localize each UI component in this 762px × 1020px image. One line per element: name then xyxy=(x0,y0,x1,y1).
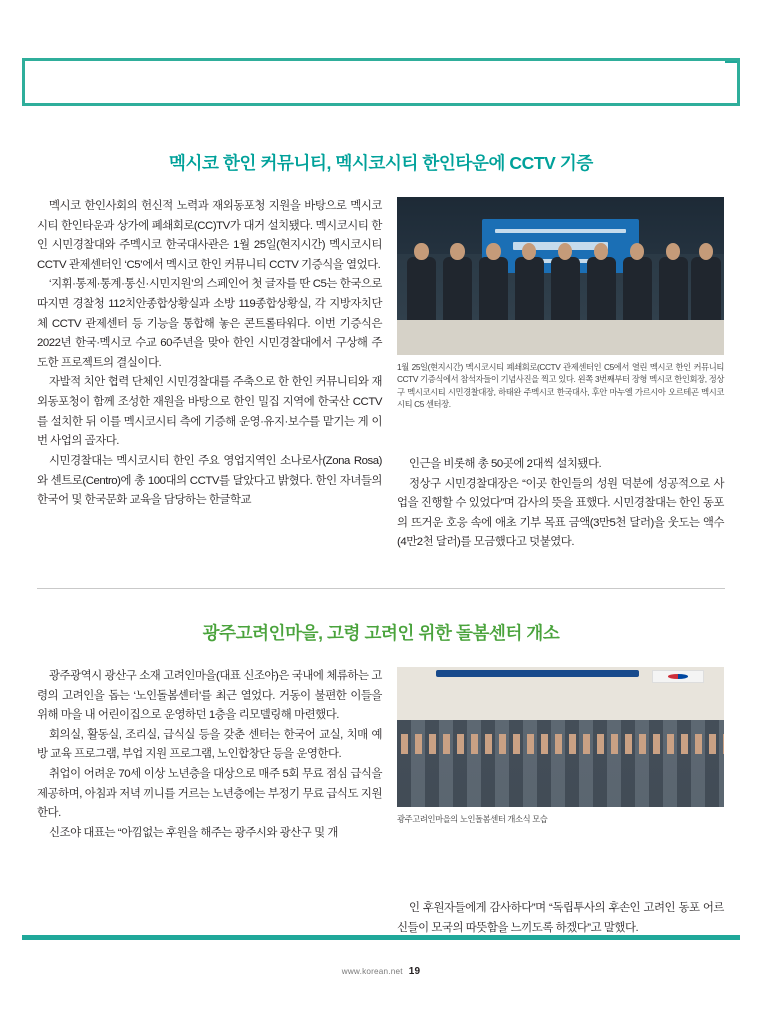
paragraph: 시민경찰대는 멕시코시티 한인 주요 영업지역인 소나로사(Zona Rosa)와 센트로(Centro)에 총 100대의 CCTV를 달았다고 밝혔다. 한인 자녀들의 한국어 및 한국문화 교육을 담당하는 한글학교 xyxy=(37,454,382,507)
article-divider xyxy=(37,588,725,589)
footer-site-url: www.korean.net xyxy=(341,967,403,976)
goryeoin-care-center-photo xyxy=(397,667,724,807)
article-goryeoin xyxy=(22,620,740,957)
paragraph: 광주광역시 광산구 소재 고려인마을(대표 신조야)은 국내에 체류하는 고령의 고려인을 돕는 ‘노인돌봄센터’를 최근 열었다. 거동이 불편한 이들을 위해 마을 내 어린이집으로 운영하던 1층을 리모델링해 마련했다. xyxy=(37,670,382,722)
person-figure xyxy=(479,257,508,320)
article-goryeoin-columns xyxy=(22,667,740,957)
ceremony-table xyxy=(397,320,724,355)
top-band-inner-fill xyxy=(25,61,725,103)
page-footer xyxy=(0,966,762,977)
person-figure xyxy=(443,257,472,320)
korean-flag-icon xyxy=(652,670,704,684)
person-figure xyxy=(551,257,580,320)
group-photo-crowd xyxy=(397,720,724,807)
top-decorative-band xyxy=(22,58,740,106)
article-goryeoin-right-column xyxy=(397,667,724,825)
paragraph: ‘지휘·통제·통계·통신·시민지원’의 스페인어 첫 글자를 딴 C5는 한국으로 따지면 경찰청 112치안종합상황실과 소방 119종합상황실, 각 지방자치단체 CCTV 관제센터 등 기능을 통합해 놓은 콘트롤타워다. 이번 기증식은 2022년 한국·멕시코 수교 60주년을 맞아 한인 시민경찰대에서 구상해 주도한 프로젝트의 결실이다. xyxy=(37,278,382,369)
article-cctv xyxy=(22,150,740,627)
banner-text-line xyxy=(495,229,627,233)
article-cctv-right-body xyxy=(397,455,724,553)
article-cctv-right-column xyxy=(397,197,724,411)
article-goryeoin-title: 광주고려인마을, 고령 고려인 위한 돌봄센터 개소 xyxy=(202,623,560,643)
paragraph: 자발적 치안 협력 단체인 시민경찰대를 주축으로 한 한인 커뮤니티와 재외동포청이 함께 조성한 재원을 바탕으로 한인 밀집 지역에 한국산 CCTV를 설치한 뒤 이를 멕시코시티 측에 기증해 운영·유지·보수를 맡기는 게 이번 사업의 골자다. xyxy=(37,376,382,448)
article-goryeoin-left-column xyxy=(37,667,382,843)
paragraph: 회의실, 활동실, 조리실, 급식실 등을 갖춘 센터는 한국어 교실, 치매 예방 교육 프로그램, 부업 지원 프로그램, 노인합창단 등을 운영한다. xyxy=(37,728,382,761)
person-figure xyxy=(515,257,544,320)
bottom-accent-rule xyxy=(22,935,740,940)
opening-ceremony-banner xyxy=(436,670,639,677)
person-figure xyxy=(659,257,688,320)
paragraph: 멕시코 한인사회의 헌신적 노력과 재외동포청 지원을 바탕으로 멕시코시티 한인타운과 상가에 폐쇄회로(CC)TV가 대거 설치됐다. 멕시코시티 한인 시민경찰대와 주멕시코 한국대사관은 1월 25일(현지시간) 멕시코시티 CCTV 관제센터인 ‘C5’에서 멕시코 한인 커뮤니티 CCTV 기증식을 열었다. xyxy=(37,200,382,271)
article-cctv-columns xyxy=(22,197,740,627)
photo-caption: 광주고려인마을의 노인돌봄센터 개소식 모습 xyxy=(397,814,548,824)
room-wall xyxy=(397,667,724,720)
article-goryeoin-right-body xyxy=(397,899,724,938)
paragraph: 신조야 대표는 “아낌없는 후원을 해주는 광주시와 광산구 및 개 xyxy=(49,826,338,839)
paragraph: 인근을 비롯해 총 50곳에 2대씩 설치됐다. xyxy=(409,458,602,470)
crowd-heads xyxy=(397,734,724,754)
photo-caption: 1월 25일(현지시간) 멕시코시티 폐쇄회로(CCTV 관제센터인 C5에서 열린 멕시코 한인 커뮤니티 CCTV 기증식에서 참석자들이 기념사진을 찍고 있다. 왼쪽 3번째부터 장형 멕시코 한인회장, 정상구 멕시코시티 시민경찰대장, 하태완 주멕시코 한국대사, 후안 마누엘 가르시아 오르테곤 멕시코시티 C5 센터장. xyxy=(397,362,724,410)
person-figure xyxy=(623,257,652,320)
paragraph: 취업이 어려운 70세 이상 노년층을 대상으로 매주 5회 무료 점심 급식을 제공하며, 아침과 저녁 끼니를 거르는 노년층에는 부정기 무료 급식도 지원한다. xyxy=(37,768,382,820)
person-figure xyxy=(587,257,616,320)
person-figure xyxy=(691,257,720,320)
page-number: 19 xyxy=(408,966,421,977)
article-cctv-title: 멕시코 한인 커뮤니티, 멕시코시티 한인타운에 CCTV 기증 xyxy=(169,153,593,173)
paragraph: 인 후원자들에게 감사하다”며 “독립투사의 후손인 고려인 동포 어르신들이 모국의 따뜻함을 느끼도록 하겠다”고 말했다. xyxy=(397,902,724,934)
article-cctv-left-column xyxy=(37,197,382,511)
cctv-donation-ceremony-photo xyxy=(397,197,724,355)
person-figure xyxy=(407,257,436,320)
paragraph: 정상구 시민경찰대장은 “이곳 한인들의 성원 덕분에 성공적으로 사업을 진행할 수 있었다”며 감사의 뜻을 표했다. 시민경찰대는 한인 동포의 뜨거운 호응 속에 애초 기부 목표 금액(3만5천 달러)을 웃도는 액수(4만2천 달러)를 모금했다고 덧붙였다. xyxy=(397,477,724,549)
